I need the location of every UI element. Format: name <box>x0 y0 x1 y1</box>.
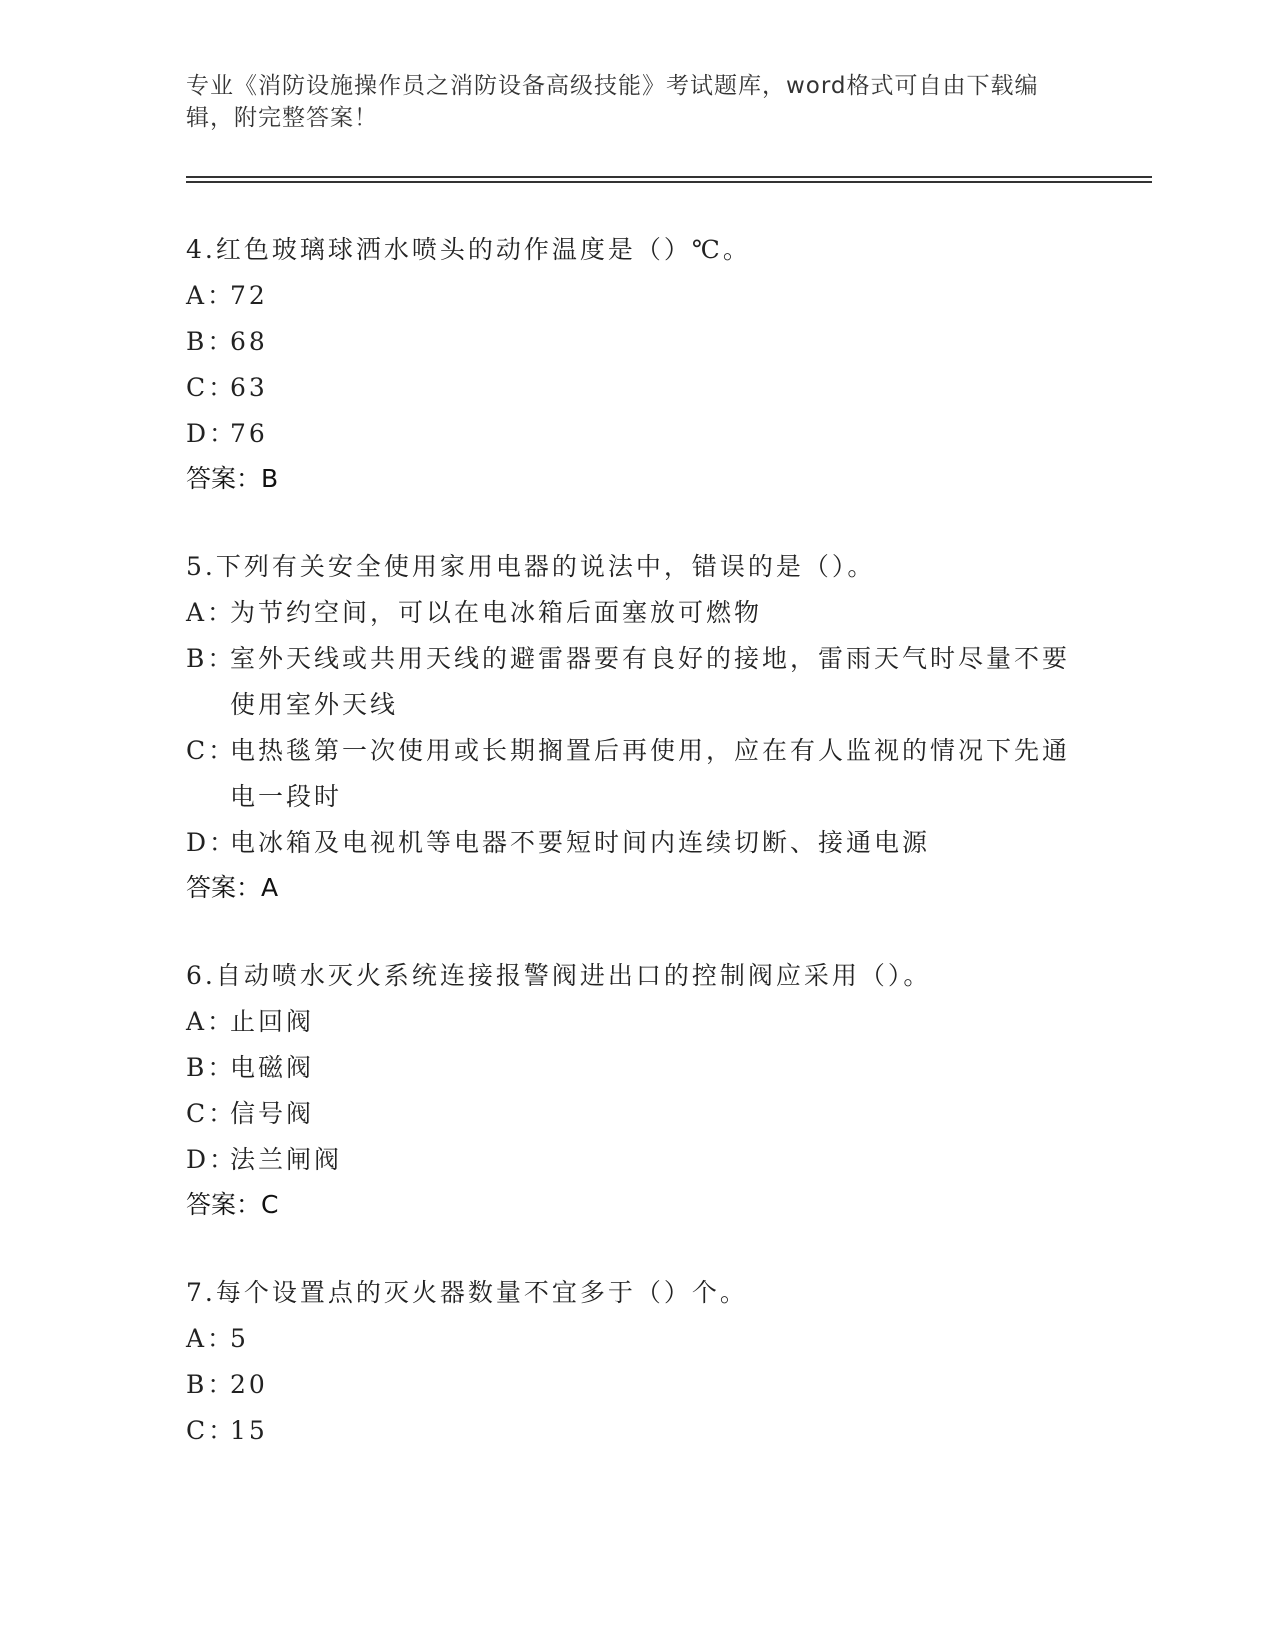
option-text: 室外天线或共用天线的避雷器要有良好的接地，雷雨天气时尽量不要使用室外天线 <box>230 644 1071 719</box>
question-block <box>186 544 1086 910</box>
option-text: 72 <box>230 281 268 310</box>
answer-line <box>186 1183 1086 1227</box>
option-letter: D： <box>186 419 238 448</box>
header-divider-top <box>186 176 1152 178</box>
option-letter: C： <box>186 1099 237 1128</box>
option-letter: A： <box>186 281 236 310</box>
option-letter: A： <box>186 598 236 627</box>
option-letter: D： <box>186 828 238 857</box>
answer-line <box>186 457 1086 501</box>
question-stem: 7.每个设置点的灭火器数量不宜多于（）个。 <box>186 1278 748 1307</box>
option-row <box>186 820 1086 866</box>
option-letter: B： <box>186 1053 236 1082</box>
option-row <box>186 590 1086 636</box>
option-text: 76 <box>230 419 268 448</box>
option-letter: A： <box>186 1007 236 1036</box>
option-row <box>186 1045 1086 1091</box>
option-text: 68 <box>230 327 268 356</box>
answer-label: 答案： <box>186 1190 262 1219</box>
option-row <box>186 273 1086 319</box>
option-row <box>186 999 1086 1045</box>
option-letter: A： <box>186 1324 236 1353</box>
answer-value: A <box>261 873 279 902</box>
option-letter: B： <box>186 327 236 356</box>
option-row <box>186 319 1086 365</box>
option-letter: D： <box>186 1145 238 1174</box>
option-text: 63 <box>230 373 268 402</box>
option-text: 15 <box>230 1416 268 1445</box>
option-letter: B： <box>186 1370 236 1399</box>
answer-line <box>186 866 1086 910</box>
option-letter: B： <box>186 644 236 673</box>
question-block <box>186 953 1086 1227</box>
option-text: 20 <box>230 1370 268 1399</box>
answer-value: C <box>261 1190 279 1219</box>
header-divider-bottom <box>186 181 1152 183</box>
option-text: 5 <box>230 1324 249 1353</box>
answer-label: 答案： <box>186 464 262 493</box>
question-stem: 5.下列有关安全使用家用电器的说法中，错误的是（）。 <box>186 552 876 581</box>
option-text: 电热毯第一次使用或长期搁置后再使用，应在有人监视的情况下先通电一段时 <box>230 736 1071 811</box>
answer-label: 答案： <box>186 873 262 902</box>
option-row <box>186 1362 1086 1408</box>
option-row <box>186 411 1086 457</box>
question-stem: 4.红色玻璃球洒水喷头的动作温度是（）℃。 <box>186 235 751 264</box>
option-text: 信号阀 <box>230 1099 315 1128</box>
option-letter: C： <box>186 373 237 402</box>
option-row <box>186 636 1086 728</box>
option-text: 止回阀 <box>230 1007 315 1036</box>
option-row <box>186 1137 1086 1183</box>
option-row <box>186 1408 1086 1454</box>
option-row <box>186 728 1086 820</box>
option-text: 法兰闸阀 <box>230 1145 343 1174</box>
option-row <box>186 365 1086 411</box>
option-letter: C： <box>186 1416 237 1445</box>
question-stem: 6.自动喷水灭火系统连接报警阀进出口的控制阀应采用（）。 <box>186 961 932 990</box>
option-text: 为节约空间，可以在电冰箱后面塞放可燃物 <box>230 598 763 627</box>
question-list <box>186 227 1086 1497</box>
question-block <box>186 227 1086 501</box>
option-letter: C： <box>186 736 237 765</box>
answer-value: B <box>261 464 279 493</box>
question-block <box>186 1270 1086 1454</box>
option-row <box>186 1316 1086 1362</box>
option-row <box>186 1091 1086 1137</box>
option-text: 电冰箱及电视机等电器不要短时间内连续切断、接通电源 <box>230 828 931 857</box>
option-text: 电磁阀 <box>230 1053 315 1082</box>
document-header: 专业《消防设施操作员之消防设备高级技能》考试题库，word格式可自由下载编辑，附完整答案！ <box>186 73 1039 131</box>
